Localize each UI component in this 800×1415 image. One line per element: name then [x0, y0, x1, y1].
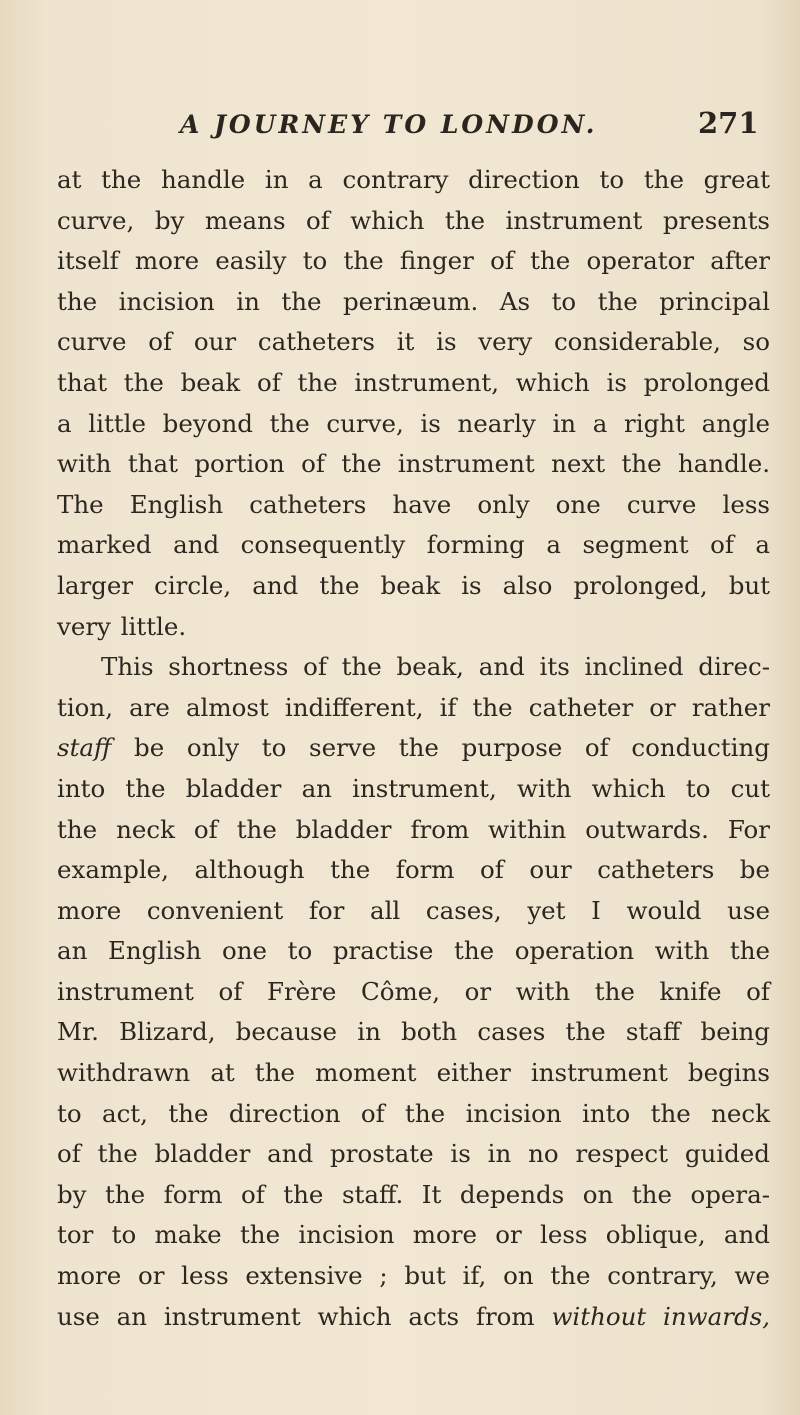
- text-line: of the bladder and prostate is in no respect guided: [57, 1139, 770, 1169]
- text-line: marked and consequently forming a segment of a: [57, 530, 770, 560]
- running-title: A JOURNEY TO LONDON.: [180, 110, 598, 139]
- text-line: very little.: [57, 611, 187, 641]
- body-text: [57, 160, 770, 1337]
- text-line: tion, are almost indifferent, if the catheter or rather: [57, 692, 770, 722]
- text-line: by the form of the staff. It depends on the opera-: [57, 1179, 770, 1209]
- text-line: an English one to practise the operation with the: [57, 936, 770, 966]
- text-line: with that portion of the instrument next the handle.: [57, 449, 770, 479]
- text-line: the neck of the bladder from within outwards. For: [57, 814, 770, 844]
- text-line: withdrawn at the moment either instrument begins: [57, 1058, 770, 1088]
- text-line: at the handle in a contrary direction to the great: [57, 165, 770, 194]
- text-line: curve of our catheters it is very considerable, so: [57, 327, 770, 357]
- text-line: that the beak of the instrument, which is prolonged: [57, 367, 770, 397]
- text-line: the incision in the perinæum. As to the principal: [57, 286, 770, 316]
- text-line: This shortness of the beak, and its inclined direc-: [101, 652, 770, 682]
- running-head: [0, 104, 800, 144]
- text-line: more or less extensive ; but if, on the contrary, we: [57, 1261, 770, 1291]
- text-line-mixed: [57, 1297, 770, 1338]
- italic-phrase: without inwards,: [551, 1301, 770, 1331]
- text-run: be only to serve the purpose of conducting: [111, 733, 770, 763]
- text-line: tor to make the incision more or less oblique, and: [57, 1220, 770, 1250]
- text-line: instrument of Frère Côme, or with the knife of: [57, 976, 770, 1006]
- text-line: to act, the direction of the incision into the neck: [57, 1098, 770, 1128]
- page-number: 271: [698, 106, 759, 140]
- text-line: curve, by means of which the instrument presents: [57, 205, 770, 235]
- text-line: a little beyond the curve, is nearly in a right angle: [57, 408, 770, 438]
- text-run: use an instrument which acts from: [57, 1301, 552, 1331]
- text-line: itself more easily to the finger of the operator after: [57, 246, 770, 276]
- text-line: into the bladder an instrument, with which to cut: [57, 773, 770, 803]
- text-line: more convenient for all cases, yet I would use: [57, 895, 770, 925]
- italic-word: staff: [57, 733, 112, 763]
- text-line-mixed: [57, 728, 770, 769]
- text-line: example, although the form of our catheters be: [57, 855, 770, 885]
- text-line: larger circle, and the beak is also prolonged, but: [57, 570, 770, 600]
- text-line: Mr. Blizard, because in both cases the staff being: [57, 1017, 770, 1047]
- text-line: The English catheters have only one curve less: [57, 489, 770, 519]
